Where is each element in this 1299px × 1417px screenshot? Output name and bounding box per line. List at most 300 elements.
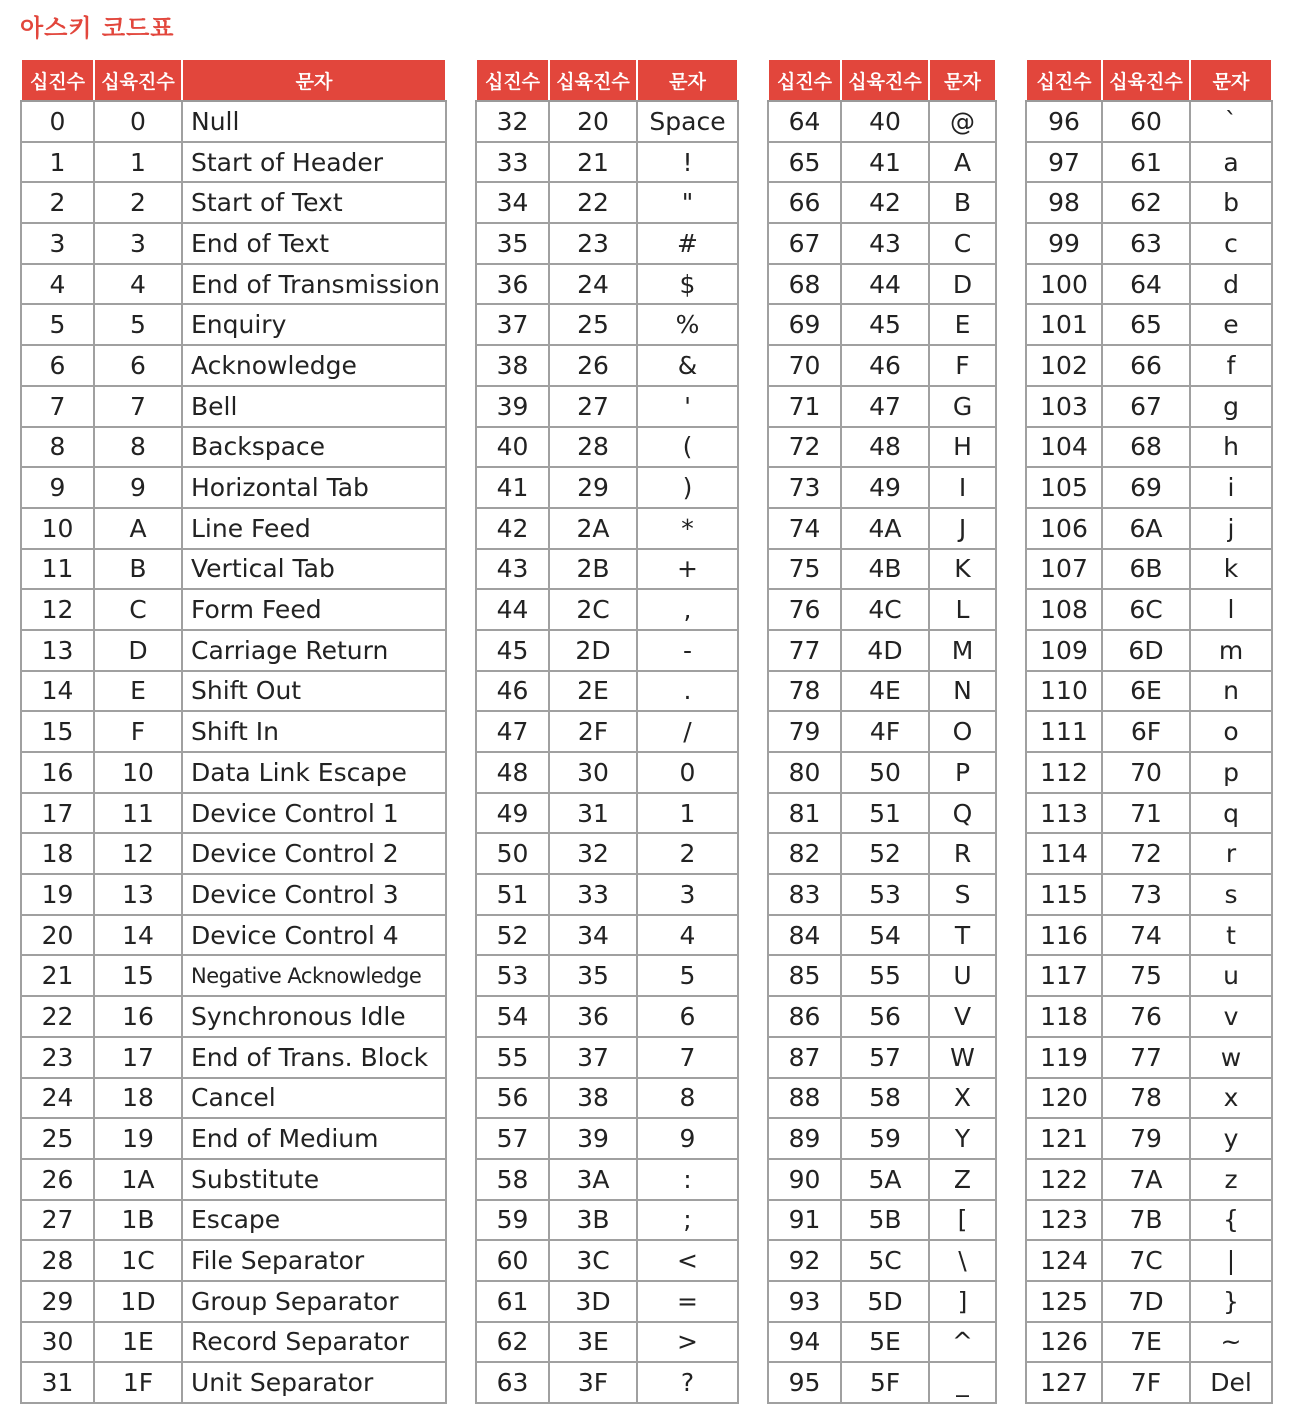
- hex-cell: 14: [94, 915, 182, 956]
- decimal-cell: 22: [21, 996, 94, 1037]
- table-row: [21, 630, 446, 671]
- table-row: [21, 101, 446, 142]
- hex-cell: 56: [841, 996, 929, 1037]
- hex-cell: 6F: [1102, 711, 1190, 752]
- hex-cell: 18: [94, 1078, 182, 1119]
- hex-cell: 34: [549, 915, 637, 956]
- char-cell: S: [929, 874, 996, 915]
- hex-cell: 43: [841, 223, 929, 264]
- hex-cell: 17: [94, 1037, 182, 1078]
- table-row: [21, 1362, 446, 1403]
- decimal-cell: 56: [476, 1078, 549, 1119]
- char-cell: Z: [929, 1159, 996, 1200]
- hex-cell: 54: [841, 915, 929, 956]
- hex-cell: 29: [549, 467, 637, 508]
- hex-cell: 1D: [94, 1281, 182, 1322]
- hex-cell: 1A: [94, 1159, 182, 1200]
- table-row: [476, 386, 738, 427]
- decimal-cell: 45: [476, 630, 549, 671]
- decimal-cell: 91: [768, 1200, 841, 1241]
- decimal-cell: 26: [21, 1159, 94, 1200]
- hex-cell: 4C: [841, 589, 929, 630]
- decimal-cell: 59: [476, 1200, 549, 1241]
- table-row: [768, 101, 996, 142]
- hex-cell: 3F: [549, 1362, 637, 1403]
- hex-cell: 48: [841, 427, 929, 468]
- char-cell: c: [1190, 223, 1272, 264]
- char-cell: O: [929, 711, 996, 752]
- hex-cell: 27: [549, 386, 637, 427]
- decimal-cell: 41: [476, 467, 549, 508]
- char-cell: Unit Separator: [182, 1362, 446, 1403]
- hex-cell: 4E: [841, 671, 929, 712]
- char-cell: ^: [929, 1322, 996, 1363]
- decimal-cell: 80: [768, 752, 841, 793]
- decimal-cell: 61: [476, 1281, 549, 1322]
- char-cell: e: [1190, 304, 1272, 345]
- hex-cell: 74: [1102, 915, 1190, 956]
- decimal-cell: 77: [768, 630, 841, 671]
- decimal-cell: 51: [476, 874, 549, 915]
- decimal-cell: 127: [1026, 1362, 1102, 1403]
- hex-cell: 40: [841, 101, 929, 142]
- table-row: [21, 467, 446, 508]
- hex-cell: 12: [94, 833, 182, 874]
- char-cell: >: [637, 1322, 738, 1363]
- table-row: [21, 874, 446, 915]
- char-cell: Backspace: [182, 427, 446, 468]
- table-row: [476, 833, 738, 874]
- table-row: [1026, 101, 1272, 142]
- hex-cell: 6A: [1102, 508, 1190, 549]
- hex-cell: 3C: [549, 1240, 637, 1281]
- hex-cell: 33: [549, 874, 637, 915]
- decimal-cell: 58: [476, 1159, 549, 1200]
- table-header-row: [1026, 59, 1272, 101]
- hex-cell: 4F: [841, 711, 929, 752]
- char-cell: G: [929, 386, 996, 427]
- table-row: [1026, 142, 1272, 183]
- char-cell: 6: [637, 996, 738, 1037]
- char-cell: V: [929, 996, 996, 1037]
- char-cell: d: [1190, 264, 1272, 305]
- decimal-cell: 116: [1026, 915, 1102, 956]
- table-row: [768, 223, 996, 264]
- decimal-cell: 103: [1026, 386, 1102, 427]
- table-row: [768, 752, 996, 793]
- hex-cell: 31: [549, 793, 637, 834]
- hex-cell: 1: [94, 142, 182, 183]
- decimal-cell: 69: [768, 304, 841, 345]
- char-cell: 4: [637, 915, 738, 956]
- table-row: [21, 223, 446, 264]
- hex-cell: 7A: [1102, 1159, 1190, 1200]
- hex-cell: 20: [549, 101, 637, 142]
- hex-cell: 8: [94, 427, 182, 468]
- table-row: [1026, 1240, 1272, 1281]
- hex-cell: 15: [94, 955, 182, 996]
- char-cell: ,: [637, 589, 738, 630]
- char-cell: K: [929, 549, 996, 590]
- char-cell: t: [1190, 915, 1272, 956]
- header-hexadecimal: 십육진수: [94, 59, 182, 101]
- table-row: [21, 427, 446, 468]
- decimal-cell: 102: [1026, 345, 1102, 386]
- hex-cell: 1E: [94, 1322, 182, 1363]
- hex-cell: 78: [1102, 1078, 1190, 1119]
- decimal-cell: 105: [1026, 467, 1102, 508]
- char-cell: =: [637, 1281, 738, 1322]
- table-row: [768, 955, 996, 996]
- table-row: [21, 793, 446, 834]
- hex-cell: 5F: [841, 1362, 929, 1403]
- decimal-cell: 90: [768, 1159, 841, 1200]
- char-cell: \: [929, 1240, 996, 1281]
- table-row: [768, 996, 996, 1037]
- char-cell: End of Medium: [182, 1118, 446, 1159]
- decimal-cell: 38: [476, 345, 549, 386]
- decimal-cell: 43: [476, 549, 549, 590]
- header-hexadecimal: 십육진수: [841, 59, 929, 101]
- table-header-row: [768, 59, 996, 101]
- char-cell: U: [929, 955, 996, 996]
- char-cell: Space: [637, 101, 738, 142]
- header-character: 문자: [637, 59, 738, 101]
- hex-cell: 63: [1102, 223, 1190, 264]
- char-cell: Negative Acknowledge: [182, 955, 446, 996]
- table-row: [476, 874, 738, 915]
- table-row: [476, 264, 738, 305]
- hex-cell: 6: [94, 345, 182, 386]
- char-cell: .: [637, 671, 738, 712]
- table-row: [768, 711, 996, 752]
- char-cell: Start of Header: [182, 142, 446, 183]
- char-cell: (: [637, 427, 738, 468]
- table-row: [476, 996, 738, 1037]
- decimal-cell: 4: [21, 264, 94, 305]
- table-row: [21, 833, 446, 874]
- char-cell: -: [637, 630, 738, 671]
- hex-cell: 49: [841, 467, 929, 508]
- table-row: [768, 1078, 996, 1119]
- table-row: [21, 345, 446, 386]
- decimal-cell: 82: [768, 833, 841, 874]
- hex-cell: 73: [1102, 874, 1190, 915]
- table-row: [768, 833, 996, 874]
- hex-cell: 5A: [841, 1159, 929, 1200]
- char-cell: 5: [637, 955, 738, 996]
- char-cell: R: [929, 833, 996, 874]
- table-row: [476, 1240, 738, 1281]
- decimal-cell: 97: [1026, 142, 1102, 183]
- char-cell: X: [929, 1078, 996, 1119]
- hex-cell: 44: [841, 264, 929, 305]
- table-row: [768, 1240, 996, 1281]
- hex-cell: 1C: [94, 1240, 182, 1281]
- char-cell: Synchronous Idle: [182, 996, 446, 1037]
- table-row: [1026, 549, 1272, 590]
- char-cell: 1: [637, 793, 738, 834]
- hex-cell: 66: [1102, 345, 1190, 386]
- decimal-cell: 29: [21, 1281, 94, 1322]
- decimal-cell: 109: [1026, 630, 1102, 671]
- char-cell: z: [1190, 1159, 1272, 1200]
- decimal-cell: 88: [768, 1078, 841, 1119]
- decimal-cell: 36: [476, 264, 549, 305]
- char-cell: ": [637, 182, 738, 223]
- table-row: [1026, 589, 1272, 630]
- decimal-cell: 3: [21, 223, 94, 264]
- char-cell: P: [929, 752, 996, 793]
- table-row: [476, 1362, 738, 1403]
- decimal-cell: 94: [768, 1322, 841, 1363]
- hex-cell: 61: [1102, 142, 1190, 183]
- table-row: [768, 427, 996, 468]
- table-row: [21, 955, 446, 996]
- table-row: [476, 508, 738, 549]
- decimal-cell: 79: [768, 711, 841, 752]
- hex-cell: 64: [1102, 264, 1190, 305]
- hex-cell: 57: [841, 1037, 929, 1078]
- hex-cell: 3E: [549, 1322, 637, 1363]
- hex-cell: 3B: [549, 1200, 637, 1241]
- decimal-cell: 89: [768, 1118, 841, 1159]
- hex-cell: 60: [1102, 101, 1190, 142]
- char-cell: Group Separator: [182, 1281, 446, 1322]
- hex-cell: 13: [94, 874, 182, 915]
- table-row: [476, 1322, 738, 1363]
- hex-cell: 45: [841, 304, 929, 345]
- table-row: [476, 589, 738, 630]
- hex-cell: 53: [841, 874, 929, 915]
- decimal-cell: 37: [476, 304, 549, 345]
- hex-cell: 23: [549, 223, 637, 264]
- char-cell: 9: [637, 1118, 738, 1159]
- hex-cell: 1F: [94, 1362, 182, 1403]
- decimal-cell: 93: [768, 1281, 841, 1322]
- decimal-cell: 81: [768, 793, 841, 834]
- decimal-cell: 98: [1026, 182, 1102, 223]
- table-row: [768, 142, 996, 183]
- decimal-cell: 17: [21, 793, 94, 834]
- char-cell: C: [929, 223, 996, 264]
- table-row: [476, 142, 738, 183]
- hex-cell: 41: [841, 142, 929, 183]
- decimal-cell: 27: [21, 1200, 94, 1241]
- hex-cell: 38: [549, 1078, 637, 1119]
- hex-cell: 46: [841, 345, 929, 386]
- char-cell: F: [929, 345, 996, 386]
- table-row: [476, 630, 738, 671]
- char-cell: o: [1190, 711, 1272, 752]
- decimal-cell: 85: [768, 955, 841, 996]
- table-row: [1026, 1281, 1272, 1322]
- char-cell: Vertical Tab: [182, 549, 446, 590]
- hex-cell: 7D: [1102, 1281, 1190, 1322]
- decimal-cell: 123: [1026, 1200, 1102, 1241]
- hex-cell: 28: [549, 427, 637, 468]
- decimal-cell: 86: [768, 996, 841, 1037]
- char-cell: J: [929, 508, 996, 549]
- char-cell: Form Feed: [182, 589, 446, 630]
- decimal-cell: 126: [1026, 1322, 1102, 1363]
- decimal-cell: 54: [476, 996, 549, 1037]
- decimal-cell: 108: [1026, 589, 1102, 630]
- decimal-cell: 2: [21, 182, 94, 223]
- char-cell: Record Separator: [182, 1322, 446, 1363]
- char-cell: Device Control 3: [182, 874, 446, 915]
- char-cell: :: [637, 1159, 738, 1200]
- hex-cell: 59: [841, 1118, 929, 1159]
- header-character: 문자: [929, 59, 996, 101]
- hex-cell: 6C: [1102, 589, 1190, 630]
- hex-cell: 42: [841, 182, 929, 223]
- char-cell: v: [1190, 996, 1272, 1037]
- table-row: [21, 1240, 446, 1281]
- decimal-cell: 6: [21, 345, 94, 386]
- header-hexadecimal: 십육진수: [1102, 59, 1190, 101]
- decimal-cell: 73: [768, 467, 841, 508]
- table-row: [1026, 345, 1272, 386]
- table-row: [768, 1159, 996, 1200]
- decimal-cell: 71: [768, 386, 841, 427]
- table-row: [21, 264, 446, 305]
- table-row: [476, 304, 738, 345]
- table-row: [21, 182, 446, 223]
- table-row: [476, 1159, 738, 1200]
- table-row: [1026, 955, 1272, 996]
- table-row: [21, 996, 446, 1037]
- decimal-cell: 23: [21, 1037, 94, 1078]
- char-cell: #: [637, 223, 738, 264]
- table-row: [21, 1037, 446, 1078]
- char-cell: End of Transmission: [182, 264, 446, 305]
- table-body: [768, 101, 996, 1403]
- char-cell: ;: [637, 1200, 738, 1241]
- ascii-table-symbols-digits: [475, 58, 739, 1404]
- header-decimal: 십진수: [1026, 59, 1102, 101]
- table-row: [768, 1037, 996, 1078]
- decimal-cell: 42: [476, 508, 549, 549]
- char-cell: x: [1190, 1078, 1272, 1119]
- ascii-table-uppercase: [767, 58, 997, 1404]
- decimal-cell: 19: [21, 874, 94, 915]
- char-cell: [: [929, 1200, 996, 1241]
- decimal-cell: 50: [476, 833, 549, 874]
- decimal-cell: 104: [1026, 427, 1102, 468]
- char-cell: Shift In: [182, 711, 446, 752]
- char-cell: |: [1190, 1240, 1272, 1281]
- table-row: [1026, 630, 1272, 671]
- char-cell: f: [1190, 345, 1272, 386]
- table-row: [1026, 182, 1272, 223]
- char-cell: w: [1190, 1037, 1272, 1078]
- hex-cell: F: [94, 711, 182, 752]
- table-header-row: [476, 59, 738, 101]
- decimal-cell: 63: [476, 1362, 549, 1403]
- hex-cell: A: [94, 508, 182, 549]
- char-cell: End of Text: [182, 223, 446, 264]
- char-cell: 3: [637, 874, 738, 915]
- table-row: [768, 1118, 996, 1159]
- hex-cell: 6B: [1102, 549, 1190, 590]
- hex-cell: 62: [1102, 182, 1190, 223]
- table-row: [1026, 915, 1272, 956]
- hex-cell: 7F: [1102, 1362, 1190, 1403]
- header-decimal: 십진수: [21, 59, 94, 101]
- decimal-cell: 60: [476, 1240, 549, 1281]
- table-row: [21, 711, 446, 752]
- table-row: [768, 1200, 996, 1241]
- decimal-cell: 57: [476, 1118, 549, 1159]
- table-row: [1026, 793, 1272, 834]
- table-row: [768, 874, 996, 915]
- char-cell: L: [929, 589, 996, 630]
- decimal-cell: 35: [476, 223, 549, 264]
- table-row: [1026, 264, 1272, 305]
- decimal-cell: 96: [1026, 101, 1102, 142]
- char-cell: u: [1190, 955, 1272, 996]
- hex-cell: 2F: [549, 711, 637, 752]
- table-row: [476, 793, 738, 834]
- header-character: 문자: [1190, 59, 1272, 101]
- hex-cell: 3D: [549, 1281, 637, 1322]
- table-row: [1026, 467, 1272, 508]
- table-row: [768, 386, 996, 427]
- table-row: [1026, 1200, 1272, 1241]
- header-decimal: 십진수: [476, 59, 549, 101]
- table-row: [1026, 304, 1272, 345]
- decimal-cell: 49: [476, 793, 549, 834]
- table-row: [476, 427, 738, 468]
- hex-cell: 3A: [549, 1159, 637, 1200]
- char-cell: Data Link Escape: [182, 752, 446, 793]
- table-row: [476, 671, 738, 712]
- hex-cell: 35: [549, 955, 637, 996]
- char-cell: Y: [929, 1118, 996, 1159]
- decimal-cell: 106: [1026, 508, 1102, 549]
- hex-cell: 55: [841, 955, 929, 996]
- decimal-cell: 100: [1026, 264, 1102, 305]
- table-row: [768, 589, 996, 630]
- table-row: [768, 1362, 996, 1403]
- decimal-cell: 113: [1026, 793, 1102, 834]
- table-row: [21, 386, 446, 427]
- decimal-cell: 66: [768, 182, 841, 223]
- char-cell: n: [1190, 671, 1272, 712]
- decimal-cell: 25: [21, 1118, 94, 1159]
- decimal-cell: 14: [21, 671, 94, 712]
- hex-cell: 68: [1102, 427, 1190, 468]
- hex-cell: 16: [94, 996, 182, 1037]
- char-cell: /: [637, 711, 738, 752]
- table-row: [1026, 711, 1272, 752]
- table-row: [768, 508, 996, 549]
- table-row: [21, 142, 446, 183]
- decimal-cell: 48: [476, 752, 549, 793]
- table-row: [768, 264, 996, 305]
- table-row: [476, 101, 738, 142]
- char-cell: Device Control 1: [182, 793, 446, 834]
- char-cell: End of Trans. Block: [182, 1037, 446, 1078]
- table-row: [1026, 874, 1272, 915]
- char-cell: Del: [1190, 1362, 1272, 1403]
- decimal-cell: 121: [1026, 1118, 1102, 1159]
- table-row: [21, 1200, 446, 1241]
- char-cell: Enquiry: [182, 304, 446, 345]
- table-body: [476, 101, 738, 1403]
- char-cell: `: [1190, 101, 1272, 142]
